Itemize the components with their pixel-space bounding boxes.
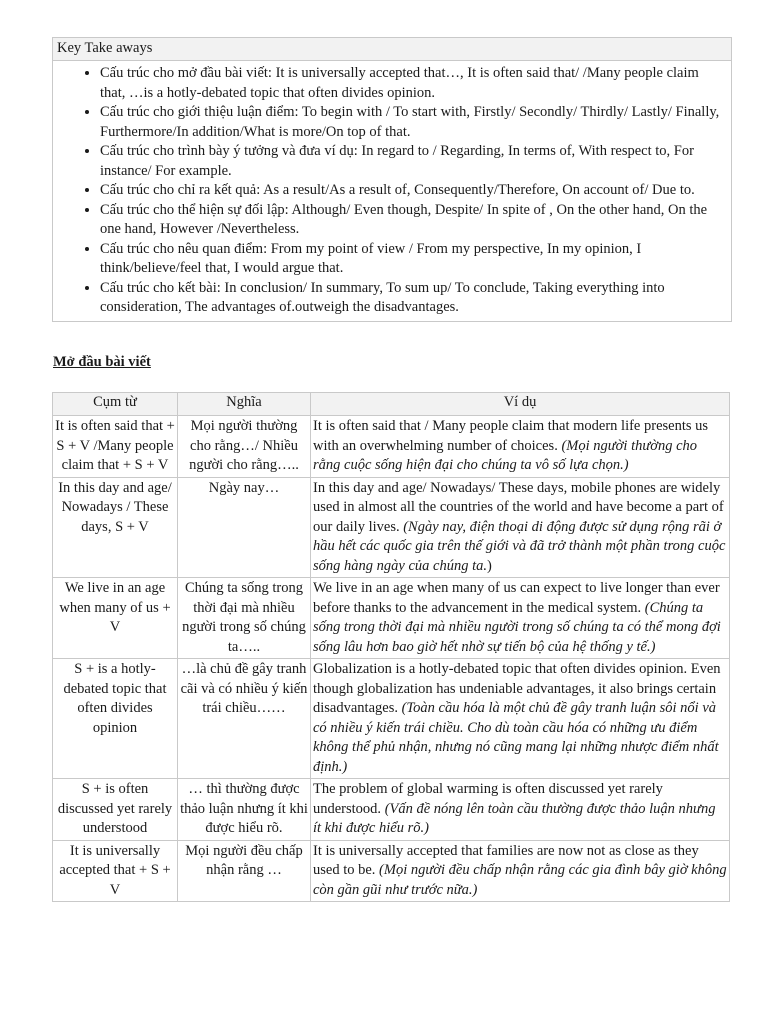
example-vi: (Vấn đề nóng lên toàn cầu thường được thảo luận nhưng ít khi được hiểu rõ.) [313,800,716,836]
phrase-cell: In this day and age/ Nowadays / These days, S + V [53,477,178,578]
phrase-table [52,392,730,902]
example-cell [311,779,730,841]
table-row [53,840,730,902]
column-header-meaning: Nghĩa [178,393,311,416]
phrase-cell: It is universally accepted that + S + V [53,840,178,902]
column-header-phrase: Cụm từ [53,393,178,416]
example-vi: (Mọi người đều chấp nhận rằng các gia đình bây giờ không còn gần gũi như trước nữa.) [313,862,727,898]
meaning-cell: …là chủ đề gây tranh cãi và có nhiều ý kiến trái chiều…… [178,659,311,779]
example-en: We live in an age when many of us can expect to live longer than ever before thanks to the advancement in the medical system. [313,580,720,616]
phrase-cell: We live in an age when many of us + V [53,578,178,659]
key-takeaways-box [52,37,732,322]
example-cell [311,477,730,578]
key-takeaways-list [53,61,731,321]
example-vi: (Toàn cầu hóa là một chủ đề gây tranh luận sôi nổi và có nhiều ý kiến trái chiều. Cho dù toàn cầu hóa có những ưu điểm không thể phủ nhận, nhưng nó cũng mang lại những nhược điểm nhất định.) [313,700,719,775]
meaning-cell: Ngày nay… [178,477,311,578]
key-takeaways-title: Key Take aways [53,38,731,61]
phrase-cell: It is often said that + S + V /Many people claim that + S + V [53,416,178,478]
table-row [53,477,730,578]
example-en: Globalization is a hotly-debated topic that often divides opinion. Even though globalization has undeniable advantages, it also brings certain disadvantages. [313,661,721,716]
takeaway-item: • Cấu trúc cho kết bài: In conclusion/ In summary, To sum up/ To conclude, Taking everything into consideration, The advantages of.outweigh the disadvantages. [100,279,727,318]
takeaway-item: • Cấu trúc cho chỉ ra kết quả: As a result/As a result of, Consequently/Therefore, On account of/ Due to. [100,181,727,201]
table-row [53,659,730,779]
example-tail: ) [486,557,492,574]
takeaway-item: • Cấu trúc cho mở đầu bài viết: It is universally accepted that…, It is often said that/ /Many people claim that, …is a hotly-debated topic that often divides opinion. [100,64,727,103]
example-vi: (Mọi người thường cho rằng cuộc sống hiện đại cho chúng ta vô số lựa chọn.) [313,437,698,473]
example-vi: (Chúng ta sống trong thời đại mà nhiều người trong số chúng ta có thể mong đợi sống lâu hơn bao giờ hết nhờ sự tiến bộ của hệ thống y tế.) [313,599,721,655]
table-row [53,416,730,478]
phrase-cell: S + is a hotly-debated topic that often divides opinion [53,659,178,779]
example-cell [311,578,730,659]
takeaway-item: • Cấu trúc cho giới thiệu luận điểm: To begin with / To start with, Firstly/ Secondly/ Thirdly/ Lastly/ Finally, Furthermore/In addition/What is more/On top of that. [100,103,727,142]
example-vi: (Ngày nay, điện thoại di động được sử dụng rộng rãi ở hầu hết các quốc gia trên thế giới và đã trở thành một phần trong cuộc sống hàng ngày của chúng ta. [313,518,726,574]
takeaway-item: • Cấu trúc cho nêu quan điểm: From my point of view / From my perspective, In my opinion, I think/believe/feel that, I would argue that. [100,240,727,279]
example-en: In this day and age/ Nowadays/ These days, mobile phones are widely used in almost all the countries of the world and have become a part of our daily lives. [313,479,724,535]
meaning-cell: Chúng ta sống trong thời đại mà nhiều người trong số chúng ta….. [178,578,311,659]
table-row [53,578,730,659]
example-cell [311,659,730,779]
example-cell [311,416,730,478]
phrase-cell: S + is often discussed yet rarely understood [53,779,178,841]
column-header-example: Ví dụ [311,393,730,416]
meaning-cell: Mọi người đều chấp nhận rằng … [178,840,311,902]
example-en: The problem of global warming is often discussed yet rarely understood. [313,781,663,817]
meaning-cell: … thì thường được thảo luận nhưng ít khi được hiểu rõ. [178,779,311,841]
section-heading: Mở đầu bài viết [53,354,151,370]
example-en: It is often said that / Many people claim that modern life presents us with an overwhelming number of choices. [313,418,709,454]
example-en: It is universally accepted that families are now not as close as they used to be. [313,842,699,878]
takeaway-item: • Cấu trúc cho thể hiện sự đối lập: Although/ Even though, Despite/ In spite of , On the other hand, On the one hand, However /Nevertheless. [100,201,727,240]
table-header-row [53,393,730,416]
table-row [53,779,730,841]
example-cell [311,840,730,902]
meaning-cell: Mọi người thường cho rằng…/ Nhiều người cho rằng….. [178,416,311,478]
takeaway-item: • Cấu trúc cho trình bày ý tưởng và đưa ví dụ: In regard to / Regarding, In terms of, With respect to, For instance/ For example. [100,142,727,181]
